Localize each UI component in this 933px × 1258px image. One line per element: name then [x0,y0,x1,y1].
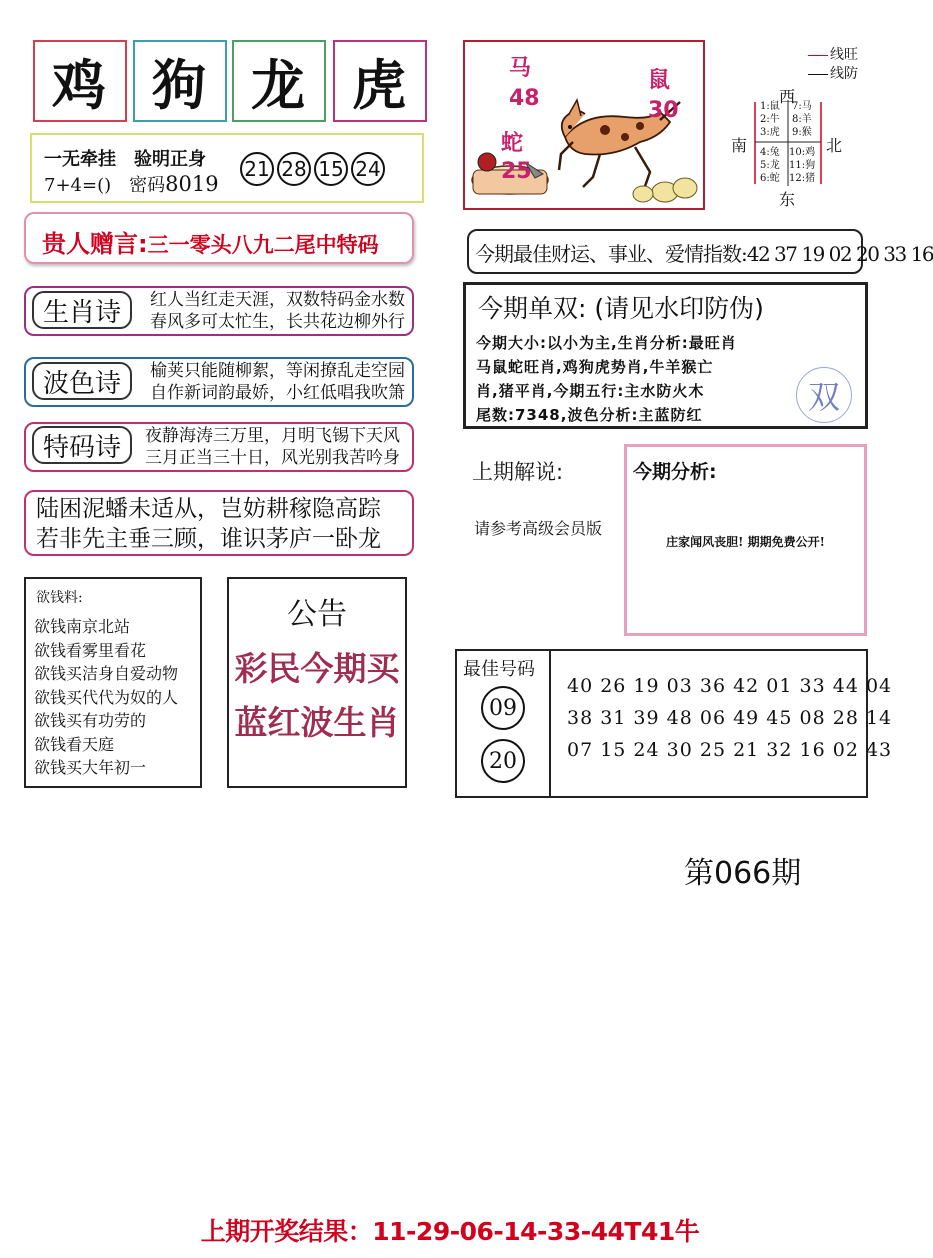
compass-east: 东 [779,190,796,209]
danshuang-line: 今期大小:以小为主,生肖分析:最旺肖 [476,334,737,352]
poem-line: 自作新词韵最娇，小红低唱我吹箫 [150,383,405,403]
zodiac-slot: 6:蛇 [760,173,780,184]
zodiac-slot: 3:虎 [760,127,780,138]
danshuang-title: 今期单双: (请见水印防伪) [478,294,764,323]
issue-number: 第066期 [684,856,802,891]
best-numbers-box [455,649,893,798]
yuqian-item: 欲钱买代代为奴的人 [34,687,179,707]
riddle-box [30,133,424,203]
poem-line: 春风多可太忙生，长共花边柳外行 [150,312,405,332]
zodiac-slot: 12:猪 [789,173,816,184]
big-poem-line: 陆困泥蟠未适从，岂妨耕稼隐高踪 [36,496,381,522]
riddle-line-1: 一无牵挂 验明正身 [44,149,206,170]
guiren-text [42,224,379,259]
yuqian-item: 欲钱看雾里看花 [34,640,147,660]
notice-line-2: 蓝红波生肖 [234,703,400,742]
danshuang-line: 肖,猪平肖,今期五行:主水防火木 [476,382,705,400]
zodiac-slot: 2:牛 [760,114,780,125]
notice-line-1: 彩民今期买 [234,649,400,688]
compass-col-left-bottom [760,146,780,185]
zodiac-slot: 4:兔 [760,147,780,158]
pic-label-rat [648,66,679,126]
yuqian-item: 欲钱看天庭 [34,734,115,754]
poem-lines-bose [150,360,405,404]
index-text [475,238,933,267]
footer-result: 上期开奖结果：11-29-06-14-33-44T41牛 [200,1217,700,1246]
analysis-title: 今期分析: [633,461,717,483]
number-row: 38 31 39 48 06 49 45 08 28 14 [567,707,893,729]
index-label: 今期最佳财运、事业、爱情指数: [475,242,747,266]
zodiac-number: 48 [509,86,540,111]
zodiac-text: 马 [509,56,532,81]
zodiac-slot: 1:鼠 [760,101,780,112]
ball: 28 [277,152,311,186]
title-box-1 [33,40,127,122]
yuqian-box [24,577,202,788]
analysis-text: 庄家闻风丧胆! 期期免费公开! [666,535,825,549]
riddle-code: 8019 [165,172,219,196]
ball: 21 [240,152,274,186]
compass-col-right-bottom [789,146,815,185]
last-period-note: 请参考高级会员版 [474,519,603,538]
danshuang-line: 马鼠蛇旺肖,鸡狗虎势肖,牛羊猴亡 [476,358,714,376]
zodiac-slot: 9:猴 [792,127,812,138]
legend-label: 线防 [830,66,858,82]
zodiac-slot: 10:鸡 [789,147,816,158]
riddle-balls [240,152,388,186]
poem-line: 榆荚只能随柳絮，等闲撩乱走空园 [150,361,405,381]
riddle-prefix: 7+4=() 密码 [44,175,166,196]
picture-box [463,40,705,210]
zodiac-slot: 8:羊 [792,114,812,125]
guiren-message: 三一零头八九二尾中特码 [147,233,379,257]
title-char: 龙 [251,53,307,117]
index-box [467,229,933,274]
pic-label-snake [501,130,532,186]
guiren-box [24,212,414,264]
yuqian-item: 欲钱买洁身自爱动物 [34,664,179,683]
zodiac-number: 30 [648,98,679,123]
zodiac-text: 蛇 [501,131,524,156]
guiren-label: 贵人赠言 [42,230,138,258]
yuqian-item: 欲钱买大年初一 [34,758,147,777]
compass-col-right-top [792,100,812,139]
shuang-stamp: 双 [796,367,852,423]
notice-box [227,577,407,788]
poem-label-tema: 特码诗 [32,426,132,464]
title-box-4 [333,40,427,122]
compass-legend [808,46,858,84]
compass-north: 北 [826,136,843,155]
zodiac-slot: 5:龙 [760,160,780,171]
yuqian-item: 欲钱买有功劳的 [34,711,147,730]
yuqian-item: 欲钱南京北站 [34,617,131,636]
poem-line: 三月正当三十日，风光别我苦吟身 [145,448,400,468]
index-value: 42 37 19 02 20 33 16 [746,242,933,266]
yuqian-list [34,615,178,780]
poem-lines-shengxiao [150,289,405,333]
title-box-2 [133,40,227,122]
number-row: 07 15 24 30 25 21 32 16 02 43 [567,739,893,761]
last-period-title: 上期解说: [472,460,564,484]
big-poem-line: 若非先主垂三顾，谁识茅庐一卧龙 [36,526,381,552]
zodiac-text: 鼠 [648,68,671,93]
zodiac-number: 25 [501,159,532,184]
legend-wang [808,46,858,65]
zodiac-slot: 7:马 [792,101,812,112]
danshuang-line: 尾数:7348,波色分析:主蓝防红 [476,406,703,424]
poem-lines-tema [145,425,400,469]
poem-label-bose: 波色诗 [32,362,132,400]
riddle-line-2 [44,171,219,197]
big-poem-lines [36,494,381,554]
best-numbers-title: 最佳号码 [463,659,535,680]
danshuang-box [463,282,868,429]
best-ball: 20 [481,739,525,783]
best-ball: 09 [481,686,525,730]
title-char: 鸡 [52,53,108,117]
compass-south: 南 [731,136,748,155]
notice-title: 公告 [287,597,347,632]
poem-line: 红人当红走天涯，双数特码金水数 [150,290,405,310]
title-char: 虎 [352,53,408,117]
analysis-box [624,444,867,636]
title-char: 狗 [152,53,208,117]
best-numbers-left [457,651,551,796]
yuqian-title: 欲钱料: [36,590,83,606]
poem-line: 夜静海涛三万里，月明飞锡下天风 [145,426,400,446]
ball: 24 [351,152,385,186]
best-numbers-grid [567,675,892,771]
poem-label-shengxiao: 生肖诗 [32,291,132,329]
zodiac-slot: 11:狗 [789,160,816,171]
number-row: 40 26 19 03 36 42 01 33 44 04 [567,675,893,697]
legend-fang [808,65,858,84]
title-box-3 [232,40,326,122]
pic-label-horse [509,54,540,114]
legend-label: 线旺 [830,47,858,63]
compass-west: 西 [779,87,796,106]
ball: 15 [314,152,348,186]
guiren-colon: : [138,230,148,258]
big-poem-box [24,490,414,556]
danshuang-lines [476,331,737,427]
compass-col-left-top [760,100,780,139]
